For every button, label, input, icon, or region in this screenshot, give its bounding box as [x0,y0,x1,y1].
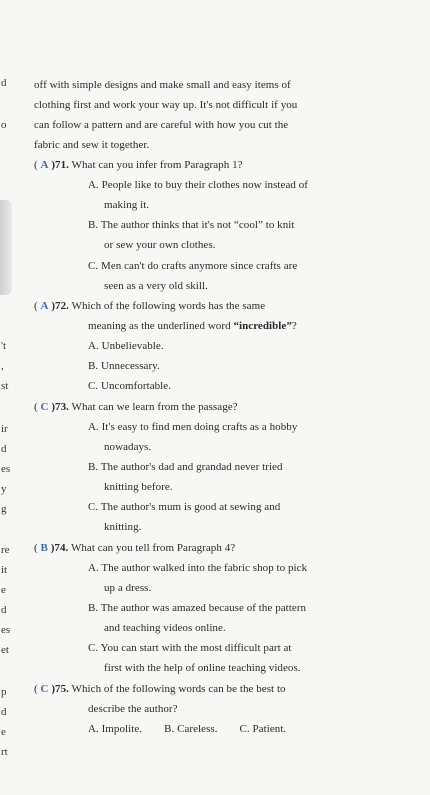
margin-fragment: ir [1,423,8,435]
question-stem: What can you infer from Paragraph 1? [68,159,243,171]
margin-fragment: it [1,564,8,576]
margin-fragment: st [1,380,9,392]
question-number: )72. [51,300,69,312]
underlined-word: “incredible” [233,320,292,332]
passage-line: clothing first and work your way up. It's not difficult if you [34,99,298,111]
option-c-cont: seen as a very old skill. [104,280,208,292]
option-b-cont: or sew your own clothes. [104,239,216,251]
option-a: A. People like to buy their clothes now instead of [88,179,309,191]
option-c: C. Men can't do crafts anymore since crafts are [88,260,298,272]
option-a: A. Unbelievable. [88,340,164,352]
margin-fragment: re [1,544,10,556]
margin-fragment: p [1,686,7,698]
margin-fragment: d [1,604,7,616]
margin-fragment: d [1,443,7,455]
question-75: ( C )75. Which of the following words can be the best to [34,683,286,695]
left-margin-fragments [0,0,14,795]
option-a: A. It's easy to find men doing crafts as a hobby [88,421,298,433]
option-a: A. The author walked into the fabric shop to pick [88,562,308,574]
option-b: B. The author thinks that it's not “cool” to knit [88,219,295,231]
option-c: C. You can start with the most difficult part at [88,642,292,654]
option-b: B. The author's dad and grandad never tried [88,461,283,473]
question-stem-cont: meaning as the underlined word “incredible”? [88,320,297,332]
margin-fragment: d [1,706,7,718]
option-a-cont: making it. [104,199,150,211]
option-b: B. Unnecessary. [88,360,160,372]
margin-fragment: e [1,584,6,596]
answer-mark: B [40,542,48,554]
option-c: C. Uncomfortable. [88,380,172,392]
answer-mark: C [40,401,49,413]
question-71: ( A )71. What can you infer from Paragraph 1? [34,159,243,171]
option-a-cont: nowadays. [104,441,152,453]
option-c: C. The author's mum is good at sewing and [88,501,281,513]
question-stem: Which of the following words has the same [68,300,266,312]
question-number: )74. [50,542,69,554]
options-inline [88,722,308,736]
margin-fragment: g [1,503,7,515]
question-74: ( B )74. What can you tell from Paragraph 4? [34,542,236,554]
option-b-cont: and teaching videos online. [104,622,226,634]
answer-mark: A [40,300,49,312]
question-number: )75. [51,683,69,695]
question-stem: Which of the following words can be the best to [68,683,286,695]
question-73: ( C )73. What can we learn from the passage? [34,401,238,413]
margin-fragment: y [1,483,7,495]
margin-fragment: d [1,77,7,89]
option-a: A. Impolite. [88,723,143,735]
option-b: B. Careless. [164,723,218,735]
passage-line: can follow a pattern and are careful with how you cut the [34,119,289,131]
question-stem: What can we learn from the passage? [68,401,238,413]
question-72: ( A )72. Which of the following words has the same [34,300,266,312]
passage-line: off with simple designs and make small and easy items of [34,79,291,91]
margin-image-fragment [0,200,12,295]
question-number: )71. [51,159,69,171]
answer-mark: C [40,683,49,695]
option-b-cont: knitting before. [104,481,173,493]
margin-fragment: o [1,119,7,131]
margin-fragment: es [1,624,11,636]
margin-fragment: 't [1,340,7,352]
answer-mark: A [40,159,49,171]
margin-fragment: es [1,463,11,475]
margin-fragment: , [1,360,4,372]
question-stem-cont: describe the author? [88,703,178,715]
margin-fragment: rt [1,746,8,758]
margin-fragment: e [1,726,6,738]
option-c-cont: knitting. [104,521,142,533]
option-b: B. The author was amazed because of the pattern [88,602,307,614]
option-a-cont: up a dress. [104,582,152,594]
passage-line: fabric and sew it together. [34,139,150,151]
margin-fragment: et [1,644,9,656]
option-c-cont: first with the help of online teaching videos. [104,662,301,674]
question-number: )73. [51,401,69,413]
question-stem: What can you tell from Paragraph 4? [68,542,236,554]
option-c: C. Patient. [239,723,287,735]
